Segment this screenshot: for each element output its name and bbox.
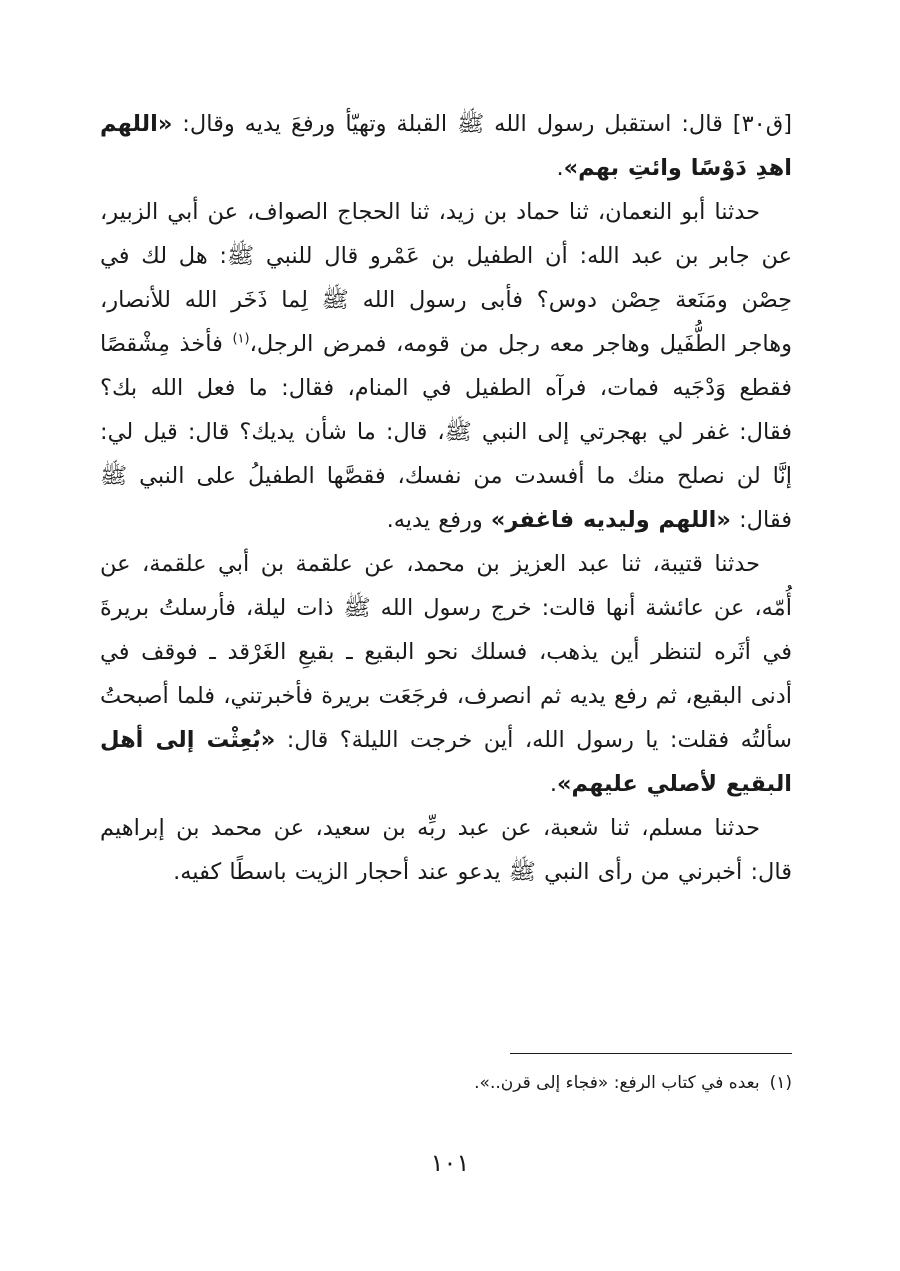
footnote-reference[interactable]: (١) [232,331,250,347]
paragraph-3 [100,542,792,806]
paragraph-4-text: حدثنا مسلم، ثنا شعبة، عن عبد ربِّه بن سعيد، عن محمد بن إبراهيم قال: أخبرني من رأى النبي ﷺ يدعو عند أحجار الزيت باسطًا كفيه. [100,815,792,885]
paragraph-1 [100,102,792,190]
footnote-number: (١) [769,1073,792,1093]
page-number: ١٠١ [430,1149,470,1177]
paragraph-4 [100,806,792,894]
paragraph-2-text: حدثنا أبو النعمان، ثنا حماد بن زيد، ثنا الحجاج الصواف، عن أبي الزبير، عن جابر بن عبد الله: أن الطفيل بن عَمْرو قال للنبي ﷺ: هل لك في حِصْن ومَنَعة حِصْن دوس؟ فأبى رسول الله ﷺ لِما ذَخَر الله للأنصار، وهاجر الطُّفَيل وهاجر معه رجل من قومه، فمرض الرجل، [100,199,792,357]
paragraph-1-end: . [556,155,564,181]
paragraph-2-text-cont: فأخذ مِشْقصًا فقطع وَدْجَيه فمات، فرآه الطفيل في المنام، فقال: ما فعل الله بك؟ فقال: غفر لي بهجرتي إلى النبي ﷺ، قال: ما شأن يديك؟ قال: قيل لي: إنَّا لن نصلح منك ما أفسدت من نفسك، فقصَّها الطفيلُ على النبي ﷺ فقال: [100,331,792,533]
paragraph-2 [100,190,792,542]
paragraph-1-text: [ق٣٠] قال: استقبل رسول الله ﷺ القبلة وتهيّأ ورفعَ يديه وقال: [172,111,792,137]
hadith-quote-3: «بُعِثْت إلى أهل البقيع لأصلي عليهم» [100,727,792,797]
dua-quote-1: «اللهم اهدِ دَوْسًا وائتِ بهم» [100,111,792,181]
footnote-text: بعده في كتاب الرفع: «فجاء إلى قرن..». [474,1073,760,1093]
footnote [100,1068,792,1098]
page-body [100,102,792,894]
paragraph-3-end: . [549,771,558,797]
paragraph-3-text: حدثنا قتيبة، ثنا عبد العزيز بن محمد، عن علقمة بن أبي علقمة، عن أُمّه، عن عائشة أنها قالت: خرج رسول الله ﷺ ذات ليلة، فأرسلتُ بريرةَ في أثَره لتنظر أين يذهب، فسلك نحو البقيع ـ بقيعِ الغَرْقد ـ فوقف في أدنى البقيع، ثم رفع يديه ثم انصرف، فرجَعَت بريرة فأخبرتني، فلما أصبحتُ سألتُه فقلت: يا رسول الله، أين خرجت الليلة؟ قال: [100,551,792,753]
dua-quote-2: «اللهم وليديه فاغفر» [490,507,731,533]
footnote-divider [510,1053,792,1054]
paragraph-2-end: ورفع يديه. [386,507,491,533]
